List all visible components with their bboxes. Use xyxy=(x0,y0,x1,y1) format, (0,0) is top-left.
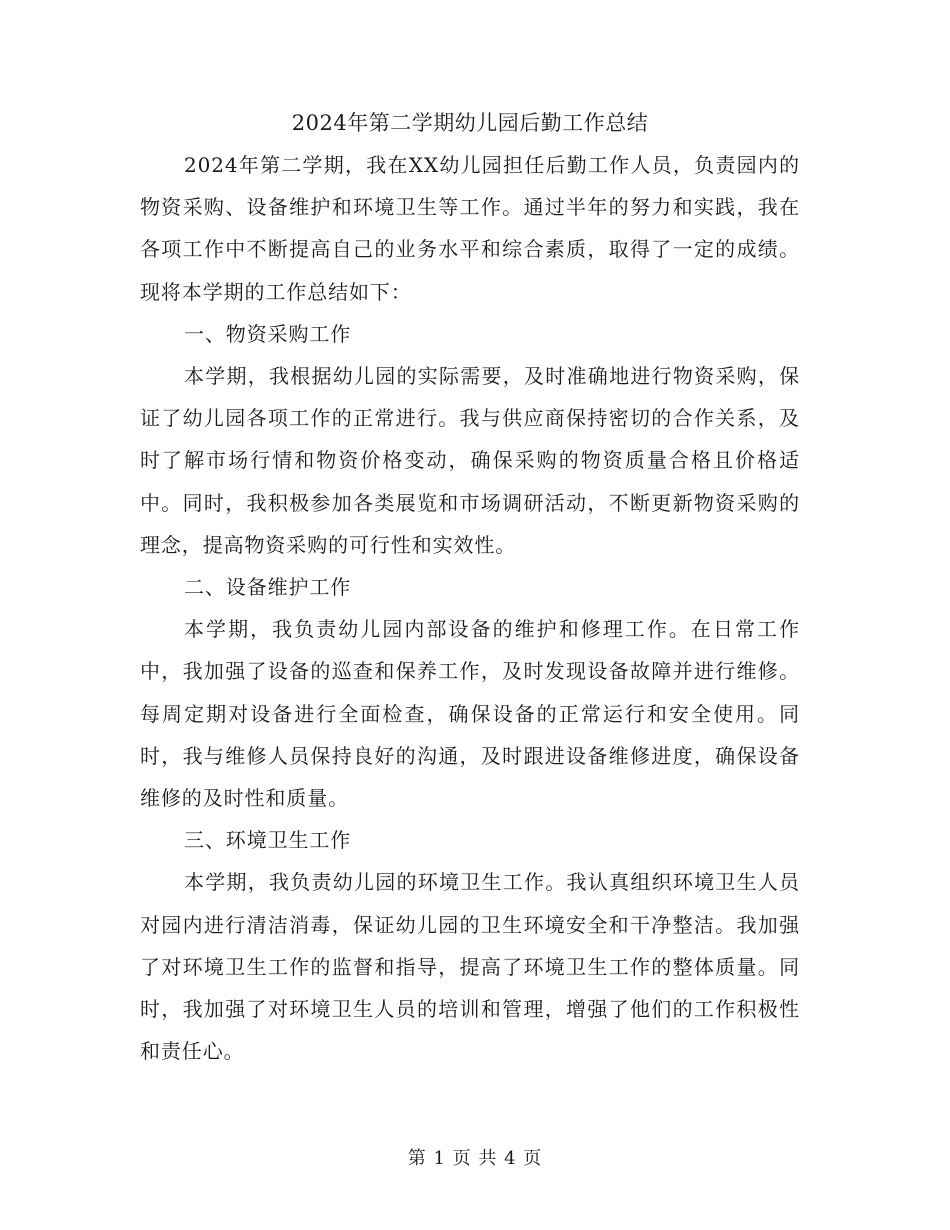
section-heading-procurement: 一、物资采购工作 xyxy=(184,321,352,346)
section-paragraph-equipment: 本学期，我负责幼儿园内部设备的维护和修理工作。在日常工作中，我加强了设备的巡查和保养工作，及时发现设备故障并进行维修。每周定期对设备进行全面检查，确保设备的正常运行和安全使用。同时，我与维修人员保持良好的沟通，及时跟进设备维修进度，确保设备维修的及时性和质量。 xyxy=(140,617,800,811)
document-body xyxy=(140,103,800,1072)
document-title: 2024年第二学期幼儿园后勤工作总结 xyxy=(291,111,649,135)
section-paragraph-sanitation: 本学期，我负责幼儿园的环境卫生工作。我认真组织环境卫生人员对园内进行清洁消毒，保证幼儿园的卫生环境安全和干净整洁。我加强了对环境卫生工作的监督和指导，提高了环境卫生工作的整体质量。同时，我加强了对环境卫生人员的培训和管理，增强了他们的工作积极性和责任心。 xyxy=(140,870,800,1064)
intro-paragraph: 2024年第二学期，我在XX幼儿园担任后勤工作人员，负责园内的物资采购、设备维护和环境卫生等工作。通过半年的努力和实践，我在各项工作中不断提高自己的业务水平和综合素质，取得了一定的成绩。现将本学期的工作总结如下： xyxy=(140,153,800,304)
section-heading-sanitation: 三、环境卫生工作 xyxy=(184,828,352,853)
page-number-footer: 第 1 页 共 4 页 xyxy=(407,1148,543,1169)
section-heading-equipment: 二、设备维护工作 xyxy=(184,575,352,600)
section-paragraph-procurement: 本学期，我根据幼儿园的实际需要，及时准确地进行物资采购，保证了幼儿园各项工作的正常进行。我与供应商保持密切的合作关系，及时了解市场行情和物资价格变动，确保采购的物资质量合格且价格适中。同时，我积极参加各类展览和市场调研活动，不断更新物资采购的理念，提高物资采购的可行性和实效性。 xyxy=(140,364,800,557)
